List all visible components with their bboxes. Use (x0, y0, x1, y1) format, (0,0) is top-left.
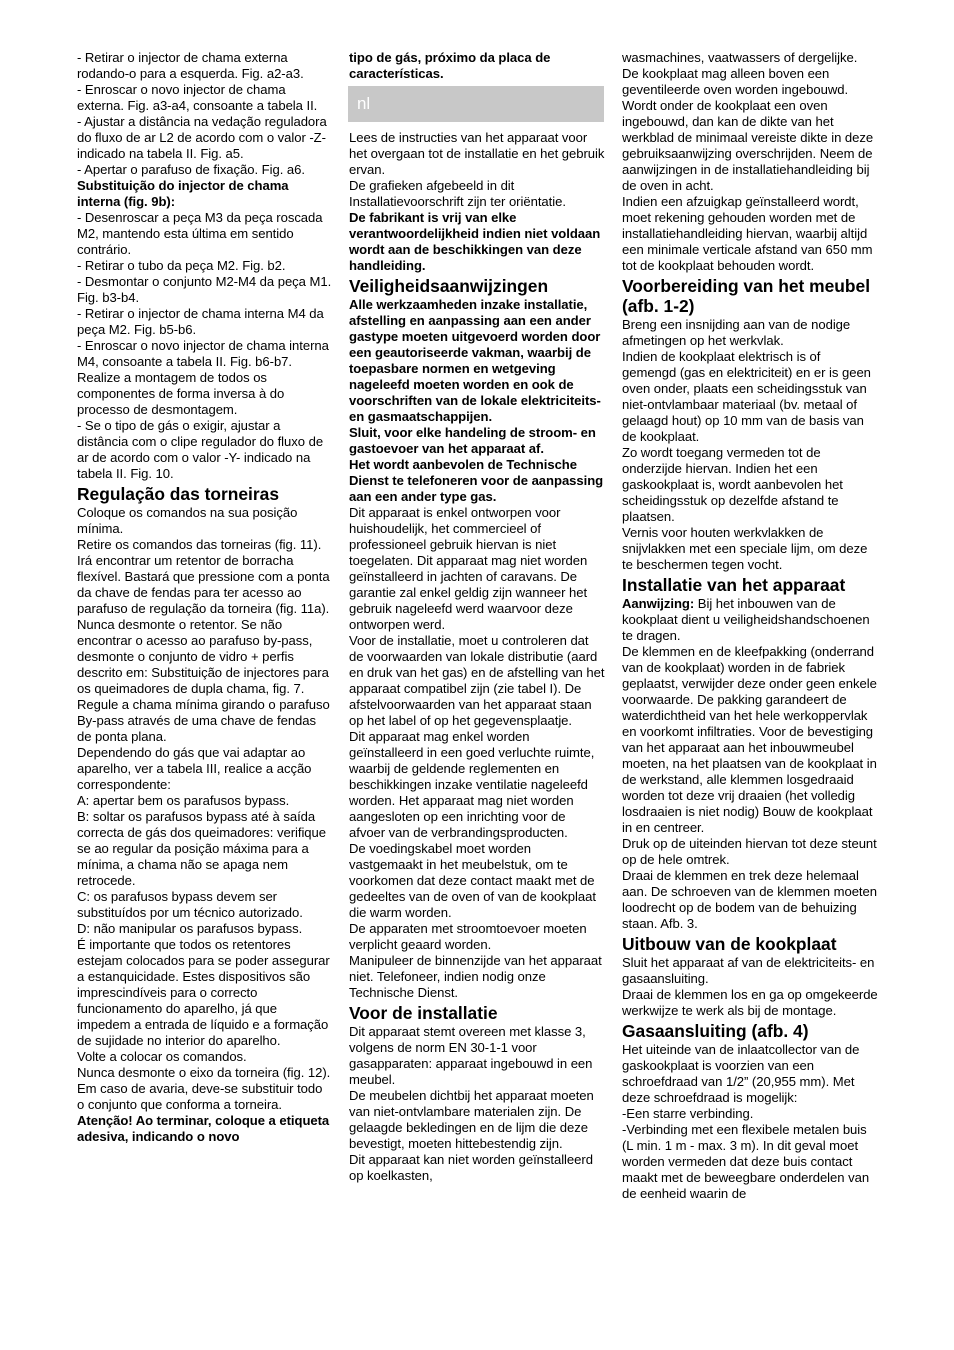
section-heading: Veiligheidsaanwijzingen (349, 276, 549, 296)
paragraph: Retire os comandos das torneiras (fig. 11). (77, 537, 322, 552)
note-label: Aanwijzing: (622, 596, 695, 611)
paragraph: De klemmen en de kleefpakking (onderrand van de kookplaat) worden in de fabriek geplaatst, verwijder deze onder geen enkele voorwaarde. De pakking garandeert de waterdichtheid van het hele werkoppervlak en voorkomt infiltraties. Voor de bevestiging van het apparaat aan het inbouwmeubel moeten, na het plaatsen van de kookplaat in de werkstand, alle klemmen losgedraaid worden tot deze vrij draaien (het volledig losdraaien is niet nodig) Bouw de kookplaat in en centreer. (622, 644, 877, 835)
paragraph: De voedingskabel moet worden vastgemaakt in het meubelstuk, om te voorkomen dat deze contact maakt met de gedeeltes van de oven of van de kookplaat die warm worden. (349, 841, 596, 920)
paragraph: - Se o tipo de gás o exigir, ajustar a distância com o clipe regulador do fluxo de ar de acordo com o valor -Y- indicado na tabela II. Fig. 10. (77, 418, 324, 481)
paragraph: - Ajustar a distância na vedação reguladora do fluxo de ar L2 de acordo com o valor -Z- indicado na tabela II. Fig. a5. (77, 114, 327, 161)
paragraph: wasmachines, vaatwassers of dergelijke. (622, 50, 858, 65)
paragraph: - Retirar o injector de chama externa rodando-o para a esquerda. Fig. a2-a3. (77, 50, 304, 81)
paragraph: D: não manipular os parafusos bypass. (77, 921, 303, 936)
paragraph: B: soltar os parafusos bypass até à saída correcta de gás dos queimadores: verifique se ao regular da posição máxima para a mínima, a chama não se apaga nem retrocede. (77, 809, 327, 888)
paragraph: - Desmontar o conjunto M2-M4 da peça M1. Fig. b3-b4. (77, 274, 332, 305)
bold-paragraph: De fabrikant is vrij van elke verantwoordelijkheid indien niet voldaan wordt aan de beschikkingen van deze handleiding. (349, 210, 601, 273)
section-heading: Voor de installatie (349, 1003, 498, 1023)
section-heading: Uitbouw van de kookplaat (622, 934, 837, 954)
paragraph: Voor de installatie, moet u controleren dat de voorwaarden van lokale distributie (aard en druk van het gas) en de afstelling van het apparaat compatibel zijn (zie tabel I). De afstelvoorwaarden van het apparaat staan op het label of op het gegevensplaatje. (349, 633, 605, 728)
paragraph: Volte a colocar os comandos. (77, 1049, 247, 1064)
paragraph: Nunca desmonte o eixo da torneira (fig. 12). Em caso de avaria, deve-se substituir todo o conjunto que conforma a torneira. (77, 1065, 331, 1112)
paragraph: -Verbinding met een flexibele metalen buis (L min. 1 m - max. 3 m). In dit geval moet worden vermeden dat deze buis contact maakt met de beweegbare onderdelen van de eenheid waarin de (622, 1122, 870, 1201)
paragraph: Druk op de uiteinden hiervan tot deze steunt op de hele omtrek. (622, 836, 877, 867)
paragraph: De grafieken afgebeeld in dit Installatievoorschrift zijn ter oriëntatie. (349, 178, 566, 209)
language-code: nl (357, 94, 371, 113)
section-heading: Installatie van het apparaat (622, 575, 846, 595)
paragraph: C: os parafusos bypass devem ser substituídos por um técnico autorizado. (77, 889, 303, 920)
bold-paragraph: Atenção! Ao terminar, coloque a etiqueta adesiva, indicando o novo (77, 1113, 330, 1144)
section-heading: Regulação das torneiras (77, 484, 279, 504)
paragraph: Dit apparaat kan niet worden geïnstalleerd op koelkasten, (349, 1152, 593, 1183)
paragraph: Het uiteinde van de inlaatcollector van de gaskookplaat is voorzien van een schroefdraad van 1/2” (20,955 mm). Met deze schroefdraad is mogelijk: (622, 1042, 860, 1105)
paragraph: Regule a chama mínima girando o parafuso By-pass através de uma chave de fendas de ponta plana. (77, 697, 330, 744)
paragraph: - Retirar o injector de chama interna M4 da peça M2. Fig. b5-b6. (77, 306, 324, 337)
paragraph: Dit apparaat stemt overeen met klasse 3, volgens de norm EN 30-1-1 voor gasapparaten: apparaat ingebouwd in een meubel. (349, 1024, 593, 1087)
paragraph: Dit apparaat is enkel ontworpen voor huishoudelijk, het commercieel of professioneel gebruik hiervan is niet toegelaten. Dit apparaat mag niet worden geïnstalleerd in jachten of caravans. De garantie zal enkel geldig zijn wanneer het gebruik nageleefd werd waarvoor deze ontworpen werd. (349, 505, 588, 632)
paragraph: Draai de klemmen en trek deze helemaal aan. De schroeven van de klemmen moeten loodrecht op de bodem van de behuizing staan. Afb. 3. (622, 868, 877, 931)
bold-paragraph: Alle werkzaamheden inzake installatie, afstelling en aanpassing aan een ander gastype moeten uitgevoerd worden door een geautoriseerde vakman, waarbij de toepasbare normen en wetgeving nageleefd moeten worden en ook de voorschriften van de lokale elektriciteits- en gasmaatschappijen. (349, 297, 601, 424)
section-heading: Gasaansluiting (afb. 4) (622, 1021, 809, 1041)
paragraph: Dependendo do gás que vai adaptar ao aparelho, ver a tabela III, realice a acção correspondente: (77, 745, 312, 792)
paragraph: Draai de klemmen los en ga op omgekeerde werkwijze te werk als bij de montage. (622, 987, 878, 1018)
paragraph: Vernis voor houten werkvlakken de snijvlakken met een speciale lijm, om deze te beschermen tegen vocht. (622, 525, 868, 572)
section-heading: Voorbereiding van het meubel (afb. 1-2) (622, 276, 871, 316)
paragraph: Zo wordt toegang vermeden tot de onderzijde hiervan. Indien het een gaskookplaat is, wordt aanbevolen het scheidingsstuk op dezelfde afstand te plaatsen. (622, 445, 843, 524)
paragraph: Irá encontrar um retentor de borracha flexível. Bastará que pressione com a ponta da chave de fendas para ter acesso ao parafuso de regulação da torneira (fig. 11a). Nunca desmonte o retentor. Se não encontrar o acesso ao parafuso by-pass, desmonte o conjunto de vidro + perfis descrito em: Substituição de injectores para os queimadores de dupla chama, fig. 7. (77, 553, 330, 696)
paragraph: Dit apparaat mag enkel worden geïnstalleerd in een goed verluchte ruimte, waarbij de geldende reglementen en beschikkingen inzake ventilatie nageleefd worden. Het apparaat mag niet worden aangesloten op een inrichting voor de afvoer van de verbrandingsproducten. (349, 729, 595, 840)
paragraph: Indien een afzuigkap geïnstalleerd wordt, moet rekening gehouden worden met de installatiehandleiding hiervan, waarbij altijd een minimale verticale afstand van 650 mm tot de kookplaat behouden wordt. (622, 194, 873, 273)
column-left (77, 50, 333, 1145)
paragraph: Sluit het apparaat af van de elektriciteits- en gasaansluiting. (622, 955, 875, 986)
bold-paragraph: tipo de gás, próximo da placa de características. (349, 50, 551, 81)
paragraph: - Enroscar o novo injector de chama externa. Fig. a3-a4, consoante a tabela II. (77, 82, 318, 113)
bold-paragraph: Sluit, voor elke handeling de stroom- en gastoevoer van het apparaat af. (349, 425, 596, 456)
paragraph: Manipuleer de binnenzijde van het apparaat niet. Telefoneer, indien nodig onze Technische Dienst. (349, 953, 602, 1000)
column-right (622, 50, 878, 1202)
paragraph: Indien de kookplaat elektrisch is of gemengd (gas en elektriciteit) en er is geen oven onder, plaats een scheidingsstuk van niet-ontvlambaar materiaal (bv. metaal of gelaagd hout) op 10 mm van de basis van de kookplaat. (622, 349, 871, 444)
paragraph: Coloque os comandos na sua posição mínima. (77, 505, 298, 536)
note-paragraph (622, 596, 878, 644)
bold-paragraph: Substituição do injector de chama interna (fig. 9b): (77, 178, 289, 209)
note-text: Bij het inbouwen van de kookplaat dient u veiligheidshandschoenen te dragen. (622, 596, 870, 643)
paragraph: Realize a montagem de todos os componentes de forma inversa à do processo de desmontagem. (77, 370, 285, 417)
bold-paragraph: Het wordt aanbevolen de Technische Dienst te telefoneren voor de aanpassing aan een ander type gas. (349, 457, 604, 504)
paragraph: Breng een insnijding aan van de nodige afmetingen op het werkvlak. (622, 317, 851, 348)
paragraph: - Retirar o tubo da peça M2. Fig. b2. (77, 258, 286, 273)
language-band (348, 86, 604, 122)
paragraph: A: apertar bem os parafusos bypass. (77, 793, 290, 808)
paragraph: - Enroscar o novo injector de chama interna M4, consoante a tabela II. Fig. b6-b7. (77, 338, 329, 369)
paragraph: De meubelen dichtbij het apparaat moeten van niet-ontvlambare materialen zijn. De gelaagde bekledingen en de lijm die deze bevestigt, moeten hittebestendig zijn. (349, 1088, 594, 1151)
paragraph: - Desenroscar a peça M3 da peça roscada M2, mantendo esta última em sentido contrário. (77, 210, 323, 257)
paragraph: Lees de instructies van het apparaat voor het overgaan tot de installatie en het gebruik ervan. (349, 130, 605, 177)
paragraph: - Apertar o parafuso de fixação. Fig. a6. (77, 162, 305, 177)
paragraph: -Een starre verbinding. (622, 1106, 754, 1121)
paragraph: De kookplaat mag alleen boven een geventileerde oven worden ingebouwd. Wordt onder de kookplaat een oven ingebouwd, dan kan de dikte van het werkblad de minimaal vereiste dikte in deze gebruiksaanwijzing overschrijden. Neem de aanwijzingen in de installatiehandleiding bij de oven in acht. (622, 66, 874, 193)
column-middle (349, 50, 605, 1184)
paragraph: De apparaten met stroomtoevoer moeten verplicht geaard worden. (349, 921, 587, 952)
paragraph: É importante que todos os retentores estejam colocados para se poder assegurar a estanquicidade. Estes dispositivos são imprescindíveis para o correcto funcionamento do aparelho, já que impedem a entrada de líquido e a formação de sujidade no interior do aparelho. (77, 937, 330, 1048)
